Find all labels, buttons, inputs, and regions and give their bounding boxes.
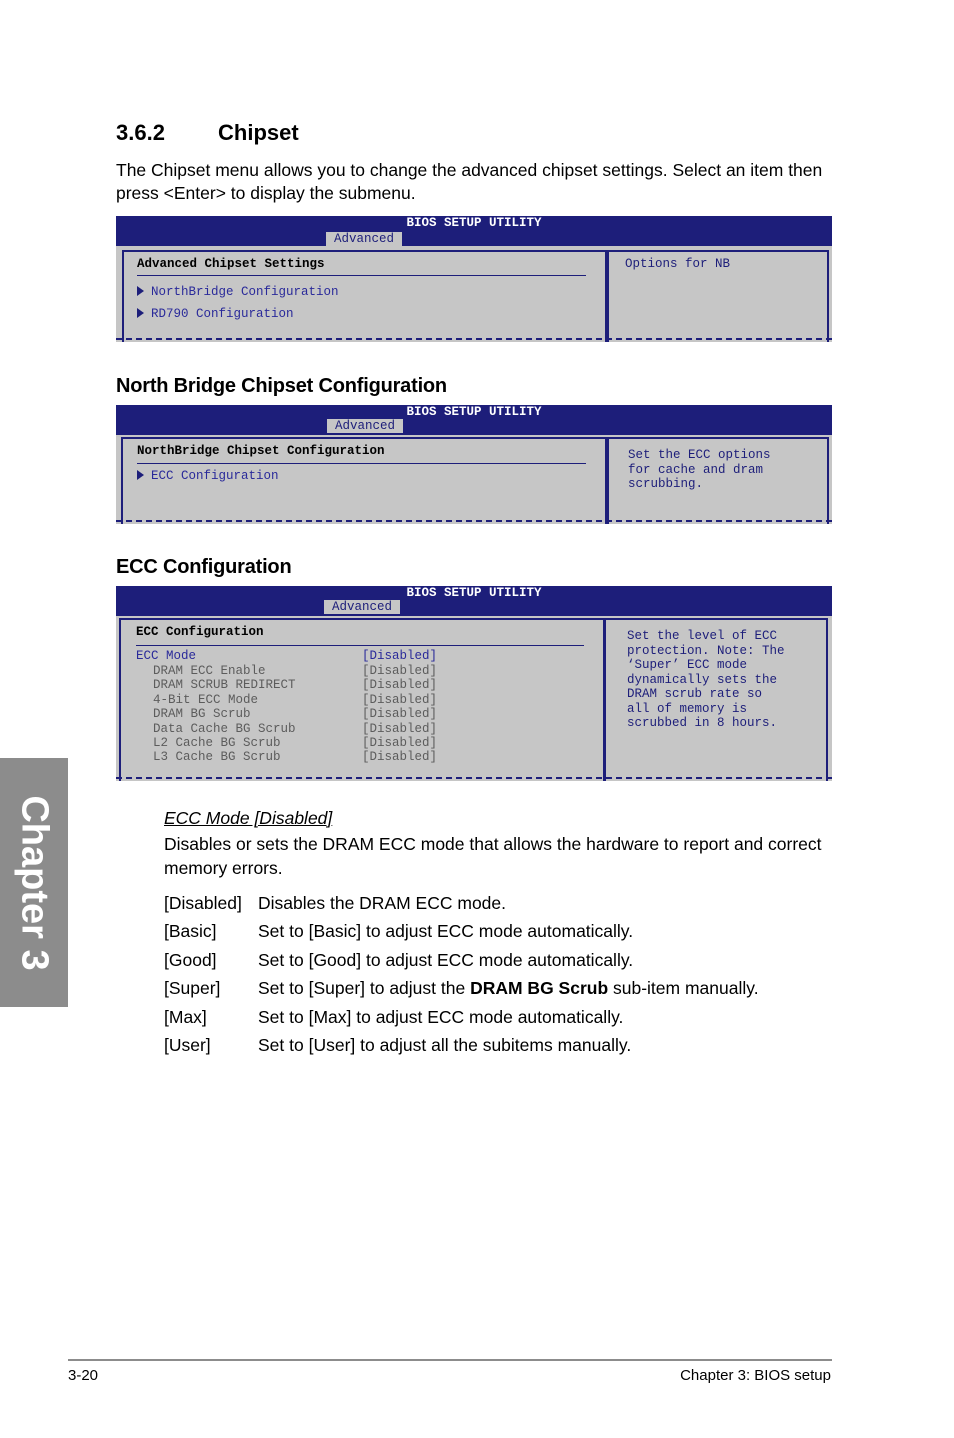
heading-rule [137, 275, 586, 276]
setting-label-dram-scrub-redirect: DRAM SCRUB REDIRECT [153, 678, 296, 692]
option-desc-good: Set to [Good] to adjust ECC mode automatically. [258, 950, 634, 970]
footer-rule [68, 1359, 832, 1361]
ecc-mode-desc-1: Disables or sets the DRAM ECC mode that allows the hardware to report and correct [164, 834, 822, 854]
setting-value-dram-scrub-redirect: [Disabled] [362, 678, 438, 692]
help-text: Set the level of ECC protection. Note: The ‘Super’ ECC mode dynamically sets the DRAM scrub rate so all of memory is scrubbed in 8 hours. [627, 629, 785, 730]
menu-item-ecc-config[interactable] [137, 469, 279, 483]
setting-label-l3-cache-bg-scrub: L3 Cache BG Scrub [153, 750, 281, 764]
setting-value-dram-bg-scrub: [Disabled] [362, 707, 438, 721]
intro-line-2: press <Enter> to display the submenu. [116, 183, 416, 203]
bios-utility-title: BIOS SETUP UTILITY [406, 586, 542, 600]
setting-value-4bit-ecc-mode: [Disabled] [362, 693, 438, 707]
heading-rule [136, 645, 584, 646]
bios-dashed-border [116, 777, 832, 779]
tab-advanced[interactable]: Advanced [326, 232, 402, 246]
menu-item-label: NorthBridge Configuration [151, 285, 339, 299]
option-desc-user: Set to [User] to adjust all the subitems manually. [258, 1035, 632, 1055]
submenu-arrow-icon [137, 470, 144, 480]
panel-heading: NorthBridge Chipset Configuration [137, 444, 385, 458]
tab-advanced[interactable]: Advanced [324, 600, 400, 614]
bios-utility-title: BIOS SETUP UTILITY [406, 405, 542, 419]
setting-label-ecc-mode[interactable]: ECC Mode [136, 649, 197, 663]
panel-heading: ECC Configuration [136, 625, 264, 639]
menu-item-northbridge[interactable] [137, 285, 339, 299]
setting-label-dram-ecc-enable: DRAM ECC Enable [153, 664, 266, 678]
tab-advanced[interactable]: Advanced [327, 419, 403, 433]
chapter-tab-label: Chapter 3 [13, 795, 56, 971]
setting-value-l2-cache-bg-scrub: [Disabled] [362, 736, 438, 750]
menu-item-label: ECC Configuration [151, 469, 279, 483]
bios-panel-northbridge [116, 405, 832, 524]
submenu-arrow-icon [137, 308, 144, 318]
setting-value-l3-cache-bg-scrub: [Disabled] [362, 750, 438, 764]
intro-line-1: The Chipset menu allows you to change the advanced chipset settings. Select an item then [116, 160, 823, 180]
panel-heading: Advanced Chipset Settings [137, 257, 325, 271]
bios-header [116, 405, 832, 435]
setting-value-dram-ecc-enable: [Disabled] [362, 664, 438, 678]
menu-item-rd790[interactable] [137, 307, 294, 321]
option-desc-super [258, 978, 759, 999]
bios-panel-chipset [116, 216, 832, 342]
nb-section-title: North Bridge Chipset Configuration [116, 375, 447, 397]
bios-header [116, 216, 832, 246]
option-desc-super-post: sub-item manually. [608, 978, 759, 998]
option-key-user: [User] [164, 1035, 211, 1055]
footer-chapter: Chapter 3: BIOS setup [680, 1367, 831, 1384]
option-desc-basic: Set to [Basic] to adjust ECC mode automatically. [258, 921, 634, 941]
bios-dashed-border [116, 338, 832, 340]
option-desc-super-pre: Set to [Super] to adjust the [258, 978, 471, 998]
heading-rule [137, 463, 586, 464]
submenu-arrow-icon [137, 286, 144, 296]
option-key-disabled: [Disabled] [164, 893, 242, 913]
bios-utility-title: BIOS SETUP UTILITY [406, 216, 542, 230]
section-number: 3.6.2 [116, 120, 165, 145]
option-key-basic: [Basic] [164, 921, 217, 941]
ecc-mode-desc-2: memory errors. [164, 858, 283, 878]
help-text: Options for NB [625, 257, 731, 271]
bios-dashed-border [116, 520, 832, 522]
footer-page-number: 3-20 [68, 1367, 99, 1384]
bios-header [116, 586, 832, 616]
setting-value-data-cache-bg-scrub: [Disabled] [362, 722, 438, 736]
option-key-super: [Super] [164, 978, 221, 998]
option-key-good: [Good] [164, 950, 217, 970]
option-key-max: [Max] [164, 1007, 207, 1027]
ecc-mode-title: ECC Mode [Disabled] [164, 808, 333, 828]
setting-label-l2-cache-bg-scrub: L2 Cache BG Scrub [153, 736, 281, 750]
option-desc-disabled: Disables the DRAM ECC mode. [258, 893, 506, 913]
setting-label-dram-bg-scrub: DRAM BG Scrub [153, 707, 251, 721]
menu-item-label: RD790 Configuration [151, 307, 294, 321]
bios-panel-ecc [116, 586, 832, 781]
setting-label-4bit-ecc-mode: 4-Bit ECC Mode [153, 693, 259, 707]
ecc-section-title: ECC Configuration [116, 556, 292, 578]
option-desc-max: Set to [Max] to adjust ECC mode automatically. [258, 1007, 624, 1027]
setting-value-ecc-mode[interactable]: [Disabled] [362, 649, 438, 663]
help-text: Set the ECC options for cache and dram scrubbing. [628, 448, 771, 491]
section-title: Chipset [218, 120, 299, 145]
setting-label-data-cache-bg-scrub: Data Cache BG Scrub [153, 722, 296, 736]
option-desc-super-bold: DRAM BG Scrub [470, 978, 609, 998]
